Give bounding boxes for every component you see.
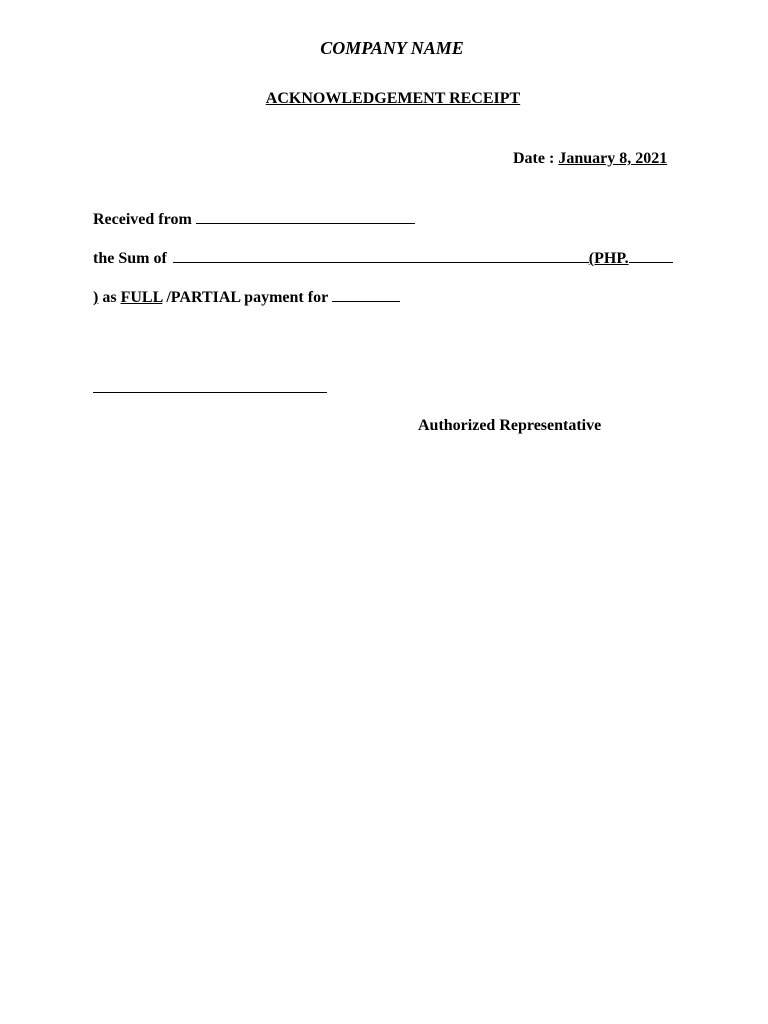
- as-text: as: [98, 289, 121, 306]
- partial-payment-text: /PARTIAL payment for: [162, 289, 332, 306]
- sum-words-blank: [173, 247, 589, 263]
- date-value: January 8, 2021: [558, 150, 668, 167]
- signature-caption: Authorized Representative: [418, 417, 602, 434]
- closing-paren: ): [93, 289, 99, 306]
- document-title: ACKNOWLEDGEMENT RECEIPT: [265, 90, 521, 107]
- payment-for-blank: [332, 286, 400, 302]
- full-text: FULL: [120, 289, 163, 306]
- sum-label: the Sum of: [93, 250, 171, 267]
- received-from-blank: [196, 208, 415, 224]
- date-label: Date :: [513, 150, 559, 167]
- php-amount-blank: [629, 247, 673, 263]
- signature-blank: [93, 377, 327, 393]
- signature-line: [93, 377, 327, 399]
- sum-row: [93, 247, 673, 269]
- company-name: COMPANY NAME: [320, 38, 464, 58]
- received-from-row: [93, 208, 415, 230]
- date-row: [513, 149, 667, 169]
- received-from-label: Received from: [93, 211, 196, 228]
- php-label: (PHP.: [588, 250, 629, 267]
- payment-row: [93, 286, 400, 308]
